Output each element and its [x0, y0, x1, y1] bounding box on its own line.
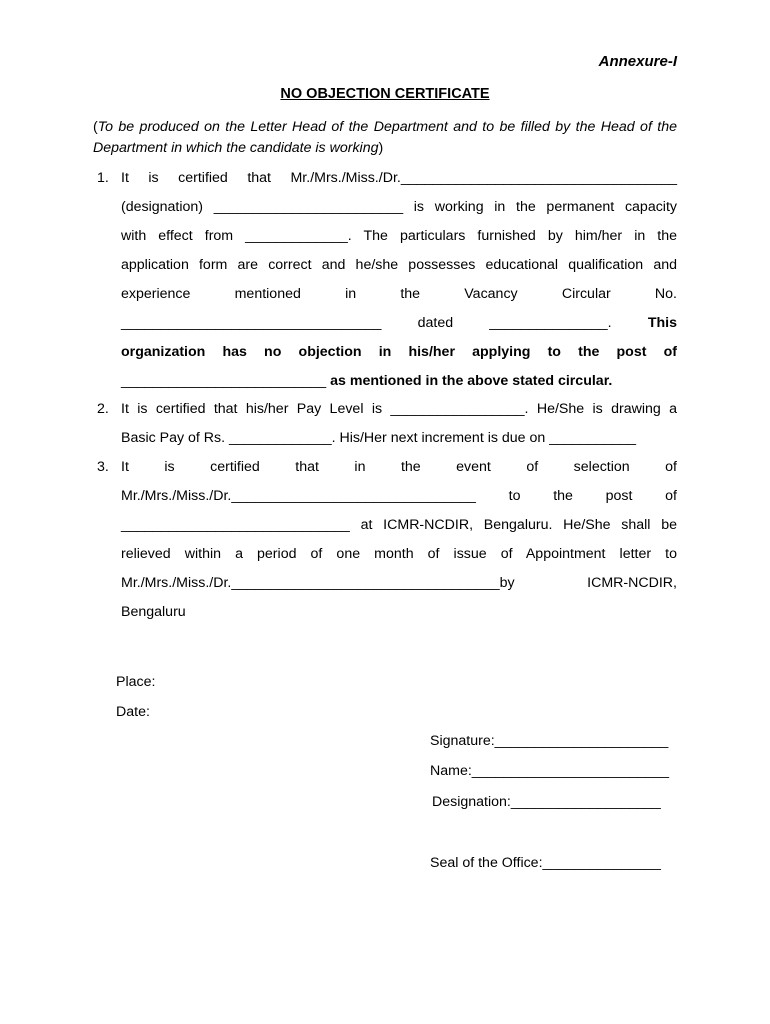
name-line: Name:_________________________ — [430, 763, 670, 779]
item-line: Mr./Mrs./Miss./Dr._______________________________ to the post of — [121, 488, 677, 504]
item-line: relieved within a period of one month of issue of Appointment letter to — [121, 546, 677, 562]
intro-close-paren: ) — [378, 140, 384, 156]
item-line: It is certified that his/her Pay Level is _________________. He/She is drawing a — [121, 401, 677, 417]
intro-instructions — [93, 117, 677, 159]
item-number: 2. — [97, 401, 109, 417]
seal-line: Seal of the Office:_______________ — [430, 855, 661, 871]
item-number: 1. — [97, 170, 109, 186]
date-label: Date: — [116, 704, 150, 720]
as-mentioned-text: as mentioned in the above stated circular. — [330, 373, 613, 389]
item-line: It is certified that Mr./Mrs./Miss./Dr.___________________________________ — [121, 170, 677, 186]
no-objection-line: organization has no objection in his/her applying to the post of — [121, 344, 677, 360]
certificate-item-2 — [93, 395, 677, 453]
list-item — [93, 395, 677, 453]
certificate-item-3 — [93, 453, 677, 627]
list-item — [93, 164, 677, 396]
signature-line: Signature:______________________ — [430, 733, 669, 749]
signature-field — [430, 733, 677, 749]
intro-open-paren: ( — [93, 119, 98, 135]
item-line: experience mentioned in the Vacancy Circular No. — [121, 286, 677, 302]
page-title: NO OBJECTION CERTIFICATE — [280, 86, 490, 102]
name-field — [430, 763, 677, 779]
item-line: application form are correct and he/she possesses educational qualification and — [121, 257, 677, 273]
item-line: It is certified that in the event of selection of — [121, 459, 677, 475]
designation-line: Designation:___________________ — [432, 794, 661, 810]
designation-field — [432, 794, 679, 810]
item-line: (designation) ________________________ is working in the permanent capacity — [121, 199, 677, 215]
item-line: Bengaluru — [121, 604, 186, 620]
item-line: with effect from _____________. The particulars furnished by him/her in the — [121, 228, 677, 244]
seal-field — [430, 855, 677, 871]
item-number: 3. — [97, 459, 109, 475]
certificate-item-1 — [93, 164, 677, 396]
circular-number-blank: _________________________________ dated _______________. — [121, 315, 612, 331]
item-line: Basic Pay of Rs. _____________. His/Her next increment is due on ___________ — [121, 430, 637, 446]
item-line: _____________________________ at ICMR-NCDIR, Bengaluru. He/She shall be — [121, 517, 677, 533]
item-line — [121, 367, 677, 396]
place-label: Place: — [116, 674, 156, 690]
intro-text: To be produced on the Letter Head of the Department and to be filled by the Head of the Department in which the candidate is working — [93, 119, 677, 156]
annexure-label: Annexure-I — [598, 53, 677, 70]
item-line: Mr./Mrs./Miss./Dr.__________________________________by ICMR-NCDIR, — [121, 575, 677, 591]
post-blank: __________________________ — [121, 373, 327, 389]
this-text: This — [647, 315, 677, 331]
item-line — [121, 309, 677, 338]
list-item — [93, 453, 677, 627]
